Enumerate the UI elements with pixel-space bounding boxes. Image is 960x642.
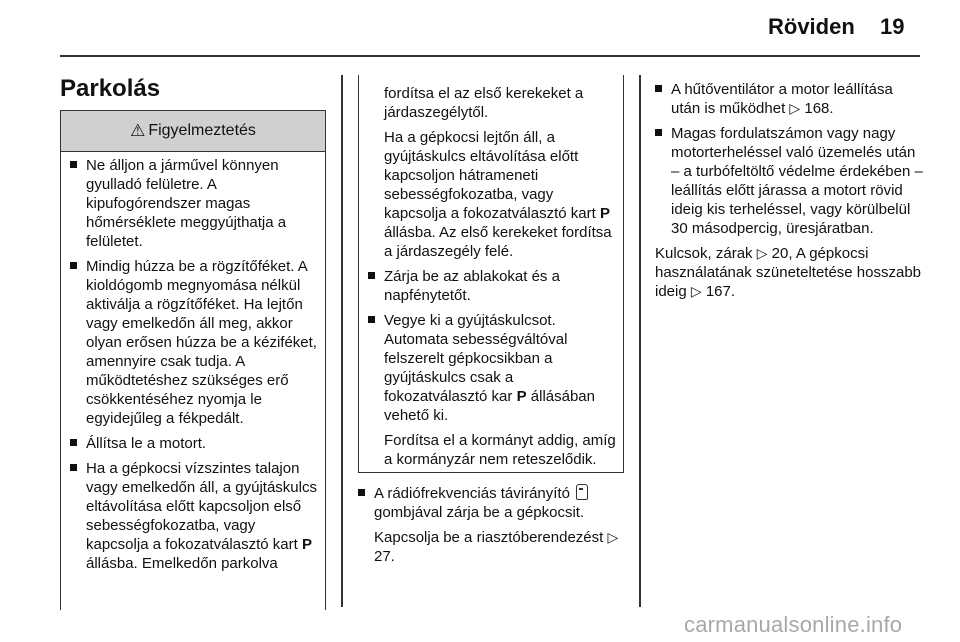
paragraph: Fordítsa el a kormányt addig, amíg a kormányzár nem reteszelődik. (384, 432, 616, 468)
reference-arrow-icon: ▷ (690, 283, 702, 299)
list-item: A rádiófrekvenciás távirányító gombjával zárja be a gépkocsit. (358, 484, 628, 522)
column-2-text (358, 484, 628, 572)
remote-lock-icon (576, 484, 588, 500)
list-item: Magas fordulatszámon vagy nagy motorterheléssel való üzemelés után – a turbófeltöltő védelme érdekében – leállítás előtt járassa a motort rövid ideig kis terheléssel, vagy körülbelül 30 másodpercig, üresjáratban. (655, 124, 925, 238)
header-rule (60, 55, 920, 57)
column-3-text (655, 80, 925, 307)
section-title: Parkolás (60, 75, 161, 102)
list-item: Állítsa le a motort. (70, 434, 320, 453)
column-divider-2 (639, 75, 641, 607)
watermark: carmanualsonline.info (684, 612, 903, 637)
paragraph: Ha a gépkocsi lejtőn áll, a gyújtáskulcs eltávolítása előtt kapcsoljon hátrameneti sebességfokozatba, vagy kapcsolja a fokozatválasztó kart P állásba. Az első kerekeket fordítsa a járdaszegély felé. (384, 129, 612, 260)
column-divider-1 (341, 75, 343, 607)
reference-arrow-icon: ▷ (607, 529, 619, 545)
paragraph: Kapcsolja be a riasztóberendezést ▷ 27. (374, 529, 619, 565)
list-item: Ne álljon a járművel könnyen gyulladó felületre. A kipufogórendszer magas hőmérséklete meggyújthatja a felületet. (70, 156, 320, 251)
list-item: Zárja be az ablakokat és a napfénytetőt. (368, 267, 618, 305)
chapter-title: Röviden (768, 14, 855, 39)
page-number: 19 (880, 14, 905, 39)
warning-triangle-icon: ⚠ (130, 121, 146, 140)
list-item: Vegye ki a gyújtáskulcsot. Automata sebességváltóval felszerelt gépkocsikban a gyújtáskulcs csak a fokozatválasztó kar P állásában vehető ki. (368, 311, 618, 425)
list-item: Ha a gépkocsi vízszintes talajon vagy emelkedőn áll, a gyújtáskulcs eltávolítása előtt kapcsoljon első sebességfokozatba, vagy kapcsolja a fokozatválasztó kart P állásba. Emelkedőn parkolva (70, 459, 320, 573)
warning-list (70, 156, 320, 579)
warning-heading: Figyelmeztetés (148, 122, 256, 139)
warning-box-header (61, 111, 325, 152)
list-item: Mindig húzza be a rögzítőféket. A kioldógomb megnyomása nélkül aktiválja a rögzítőféket. Ha lejtőn vagy emelkedőn áll meg, akkor olyan erősen húzza be a kéziféket, amennyire csak tudja. A működtetéshez szükséges erő csökkentéséhez nyomja le egyidejűleg a fékpedált. (70, 257, 320, 428)
list-item: A hűtőventilátor a motor leállítása után is működhet ▷ 168. (655, 80, 925, 118)
paragraph: Kulcsok, zárak ▷ 20, A gépkocsi használatának szüneteltetése hosszabb ideig ▷ 167. (655, 245, 922, 300)
reference-arrow-icon: ▷ (789, 100, 801, 116)
paragraph: fordítsa el az első kerekeket a járdaszegélytől. (384, 85, 584, 121)
warning-list-continued (368, 84, 618, 475)
reference-arrow-icon: ▷ (756, 245, 768, 261)
